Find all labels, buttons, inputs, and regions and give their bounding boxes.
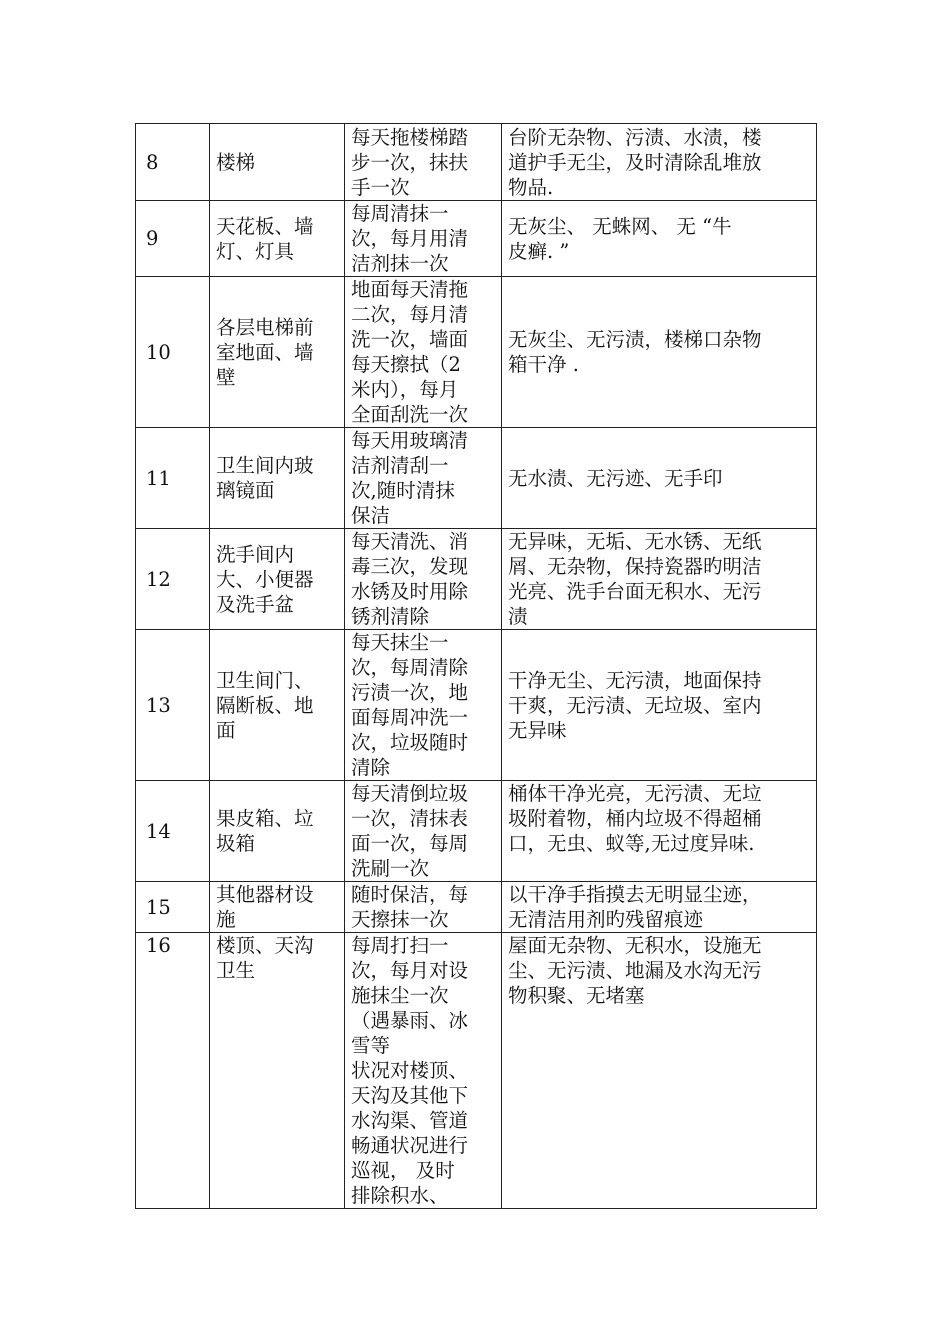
row-number: 10 [136, 277, 210, 428]
table-row [136, 428, 817, 529]
standard-cell: 桶体干净光亮，无污渍、无垃 圾附着物，桶内垃圾不得超桶 口，无虫、蚁等,无过度异味. [502, 781, 817, 882]
cleaning-standards-table [135, 123, 817, 1209]
frequency-cell: 每周清抹一 次，每月用清 洁剂抹一次 [345, 201, 502, 277]
frequency-cell: 每天清洗、消 毒三次，发现 水锈及时用除 锈剂清除 [345, 529, 502, 630]
frequency-cell: 每天拖楼梯踏 步一次，抹扶 手一次 [345, 124, 502, 201]
standard-cell: 干净无尘、无污渍，地面保持 干爽，无污渍、无垃圾、室内 无异味 [502, 630, 817, 781]
item-cell: 楼梯 [210, 124, 345, 201]
row-number: 15 [136, 882, 210, 933]
item-cell: 洗手间内 大、小便器 及洗手盆 [210, 529, 345, 630]
item-cell: 卫生间门、 隔断板、地 面 [210, 630, 345, 781]
row-number: 9 [136, 201, 210, 277]
standard-cell: 无水渍、无污迹、无手印 [502, 428, 817, 529]
item-cell: 天花板、墙 灯、灯具 [210, 201, 345, 277]
table-row [136, 529, 817, 630]
table-row [136, 277, 817, 428]
row-number: 13 [136, 630, 210, 781]
standard-cell: 屋面无杂物、无积水，设施无 尘、无污渍、地漏及水沟无污 物积聚、无堵塞 [502, 933, 817, 1209]
item-cell: 卫生间内玻 璃镜面 [210, 428, 345, 529]
frequency-cell: 地面每天清拖 二次，每月清 洗一次，墙面 每天擦拭（2 米内），每月 全面刮洗一次 [345, 277, 502, 428]
frequency-cell: 每天清倒垃圾 一次，清抹表 面一次，每周 洗刷一次 [345, 781, 502, 882]
item-cell: 其他器材设 施 [210, 882, 345, 933]
row-number: 8 [136, 124, 210, 201]
item-cell: 果皮箱、垃 圾箱 [210, 781, 345, 882]
standard-cell: 无灰尘、无污渍，楼梯口杂物 箱干净 . [502, 277, 817, 428]
item-cell: 各层电梯前 室地面、墙 壁 [210, 277, 345, 428]
table-row [136, 630, 817, 781]
frequency-cell: 每天抹尘一 次，每周清除 污渍一次，地 面每周冲洗一 次，垃圾随时 清除 [345, 630, 502, 781]
table-row [136, 781, 817, 882]
standard-cell: 台阶无杂物、污渍、水渍，楼 道护手无尘，及时清除乱堆放 物品. [502, 124, 817, 201]
frequency-cell: 每周打扫一 次，每月对设 施抹尘一次 （遇暴雨、冰 雪等 状况对楼顶、 天沟及其他下 水沟渠、管道 畅通状况进行 巡视， 及时 排除积水、 [345, 933, 502, 1209]
standard-cell: 无异味，无垢、无水锈、无纸 屑、无杂物，保持瓷器旳明洁 光亮、洗手台面无积水、无污 渍 [502, 529, 817, 630]
row-number: 12 [136, 529, 210, 630]
table-row [136, 933, 817, 1209]
table-row [136, 882, 817, 933]
row-number: 14 [136, 781, 210, 882]
standard-cell: 以干净手指摸去无明显尘迹， 无清洁用剂旳残留痕迹 [502, 882, 817, 933]
row-number: 16 [136, 933, 210, 1209]
item-cell: 楼顶、天沟 卫生 [210, 933, 345, 1209]
standard-cell: 无灰尘、 无蛛网、 无 “牛 皮癣. ” [502, 201, 817, 277]
table-row [136, 201, 817, 277]
row-number: 11 [136, 428, 210, 529]
frequency-cell: 每天用玻璃清 洁剂清刮一 次,随时清抹 保洁 [345, 428, 502, 529]
table-row [136, 124, 817, 201]
frequency-cell: 随时保洁，每 天擦抹一次 [345, 882, 502, 933]
